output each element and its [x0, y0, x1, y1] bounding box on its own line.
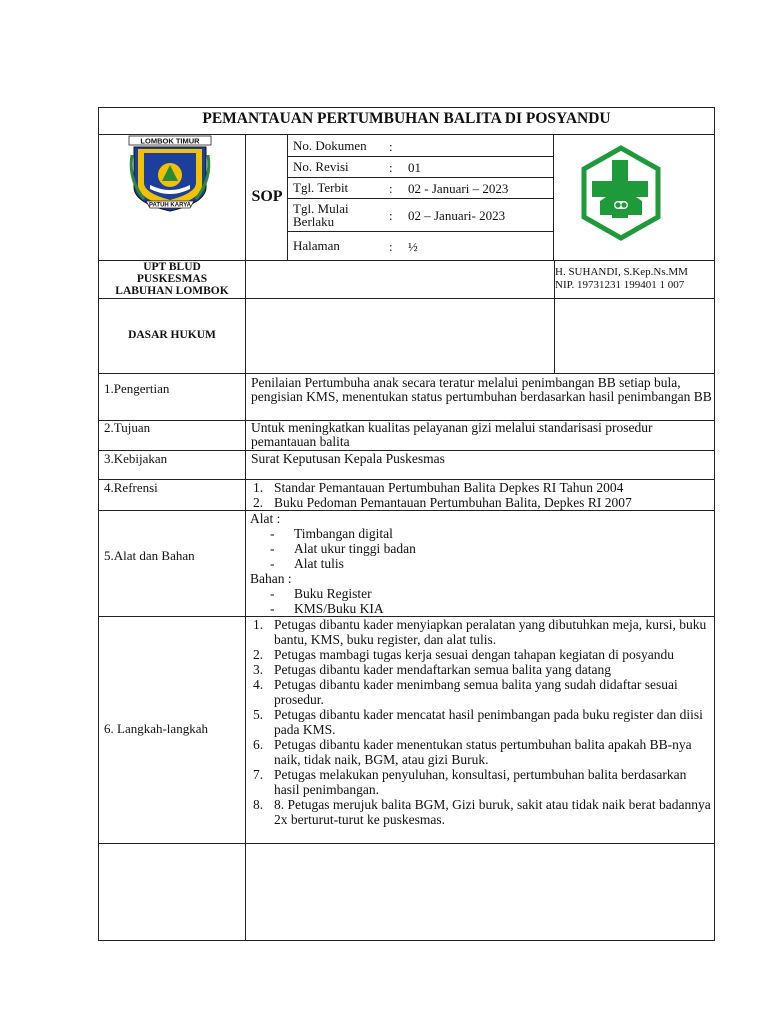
list-text: 8. Petugas merujuk balita BGM, Gizi buruk, sakit atau tidak naik berat badannya 2x berturut-turut ke puskesmas.: [274, 797, 711, 827]
list-item: [250, 601, 712, 616]
signer-block: [555, 266, 715, 292]
logo-ribbon-text: PATUH KARYA: [148, 202, 192, 209]
list-number: 3.: [253, 662, 264, 677]
list-number: 4.: [253, 677, 264, 692]
meta-value: ½: [408, 239, 418, 254]
logo-top-text: LOMBOK TIMUR: [140, 136, 200, 146]
meta-colon: :: [389, 208, 393, 223]
meta-key: Tgl. Terbit: [293, 180, 349, 195]
list-item: [250, 541, 712, 556]
organization-name: [99, 261, 245, 297]
section-label-alat-bahan: 5.Alat dan Bahan: [104, 548, 195, 563]
sop-label: SOP: [251, 188, 283, 205]
meta-row-tgl-mulai-berlaku: [288, 199, 553, 232]
list-text: Alat ukur tinggi badan: [294, 541, 416, 556]
regency-logo: [126, 135, 214, 215]
meta-row-no-dokumen: [288, 134, 553, 157]
list-item: [249, 767, 713, 797]
meta-key: Tgl. Mulai Berlaku: [293, 201, 349, 229]
puskesmas-cross-icon: [580, 145, 662, 241]
list-number: 1.: [253, 480, 264, 495]
list-text: Timbangan digital: [294, 526, 393, 541]
list-text: Petugas dibantu kader menyiapkan peralatan yang dibutuhkan meja, kursi, buku bantu, KMS, buku register, dan alat tulis.: [274, 617, 707, 647]
list-item: [249, 707, 713, 737]
meta-value: 02 – Januari- 2023: [408, 208, 506, 223]
list-item: [250, 556, 712, 571]
meta-colon: :: [389, 139, 393, 154]
list-number: 2.: [253, 495, 264, 510]
meta-value: 02 - Januari – 2023: [408, 181, 509, 196]
list-item: [249, 495, 713, 510]
list-item: [249, 617, 713, 647]
list-text: Petugas dibantu kader menimbang semua balita yang sudah didaftar sesuai prosedur.: [274, 677, 678, 707]
list-dash: -: [270, 526, 275, 541]
section-text-kebijakan: Surat Keputusan Kepala Puskesmas: [251, 451, 445, 466]
list-item: [249, 737, 713, 767]
section-label-tujuan: 2.Tujuan: [104, 420, 151, 435]
list-text: Buku Register: [294, 586, 372, 601]
meta-colon: :: [389, 181, 393, 196]
list-text: Petugas melakukan penyuluhan, konsultasi, pertumbuhan balita berdasarkan hasil penimbangan.: [274, 767, 687, 797]
list-number: 1.: [253, 617, 264, 632]
list-text: Petugas mambagi tugas kerja sesuai dengan tahapan kegiatan di posyandu: [274, 647, 675, 662]
list-number: 6.: [253, 737, 264, 752]
list-item: [249, 797, 713, 827]
bahan-heading: Bahan :: [250, 571, 292, 586]
document-title: PEMANTAUAN PERTUMBUHAN BALITA DI POSYANDU: [202, 110, 611, 127]
puskesmas-logo: [580, 145, 662, 241]
meta-row-tgl-terbit: [288, 178, 553, 199]
list-number: 5.: [253, 707, 264, 722]
meta-colon: :: [389, 160, 393, 175]
list-text: Buku Pedoman Pemantauan Pertumbuhan Balita, Depkes RI 2007: [274, 495, 632, 510]
org-line: PUSKESMAS: [136, 273, 208, 285]
org-line: UPT BLUD: [143, 261, 201, 273]
meta-key: No. Revisi: [293, 159, 349, 174]
list-number: 2.: [253, 647, 264, 662]
langkah-list: [249, 617, 713, 827]
list-item: [249, 647, 713, 662]
list-dash: -: [270, 556, 275, 571]
list-item: [250, 526, 712, 541]
regency-emblem-icon: [126, 135, 214, 215]
list-text: Standar Pemantauan Pertumbuhan Balita Depkes RI Tahun 2004: [274, 480, 624, 495]
alat-heading: Alat :: [250, 511, 281, 526]
meta-row-no-revisi: [288, 157, 553, 178]
signer-nip: NIP. 19731231 199401 1 007: [555, 279, 685, 291]
list-item: [249, 480, 713, 495]
section-label-pengertian: 1.Pengertian: [104, 381, 170, 396]
list-dash: -: [270, 541, 275, 556]
signer-name: H. SUHANDI, S.Kep.Ns.MM: [555, 266, 688, 278]
list-text: Petugas dibantu kader mendaftarkan semua balita yang datang: [274, 662, 612, 677]
list-item: [249, 677, 713, 707]
referensi-list: [249, 480, 713, 510]
section-label-referensi: 4.Refrensi: [104, 480, 158, 495]
list-text: Petugas dibantu kader menentukan status pertumbuhan balita apakah BB-nya naik, tidak naik, BGM, atau gizi Buruk.: [274, 737, 692, 767]
list-dash: -: [270, 601, 275, 616]
meta-colon: :: [389, 239, 393, 254]
list-item: [249, 662, 713, 677]
list-text: Petugas dibantu kader mencatat hasil penimbangan pada buku register dan diisi pada KMS.: [274, 707, 703, 737]
meta-row-halaman: [288, 232, 553, 260]
org-line: LABUHAN LOMBOK: [115, 285, 229, 297]
divider: [98, 373, 715, 374]
list-number: 7.: [253, 767, 264, 782]
list-text: KMS/Buku KIA: [294, 601, 384, 616]
section-label-langkah: 6. Langkah-langkah: [104, 721, 208, 736]
section-label-kebijakan: 3.Kebijakan: [104, 451, 168, 466]
list-dash: -: [270, 586, 275, 601]
list-text: Alat tulis: [294, 556, 344, 571]
list-number: 8.: [253, 797, 264, 812]
meta-key: No. Dokumen: [293, 138, 367, 153]
divider: [245, 134, 246, 373]
list-item: [250, 586, 712, 601]
section-text-tujuan: Untuk meningkatkan kualitas pelayanan gizi melalui standarisasi prosedur pemantauan balita: [251, 420, 653, 449]
alat-bahan-content: [250, 511, 712, 616]
divider: [98, 298, 715, 299]
divider: [98, 843, 715, 844]
section-text-pengertian: Penilaian Pertumbuha anak secara teratur melalui penimbangan BB setiap bula, pengisian KMS, menentukan status pertumbuhan berdasarkan hasil penimbangan BB: [251, 375, 712, 404]
meta-key: Halaman: [293, 238, 340, 253]
meta-value: 01: [408, 160, 421, 175]
dasar-hukum-label: DASAR HUKUM: [128, 329, 216, 341]
divider: [245, 373, 246, 941]
